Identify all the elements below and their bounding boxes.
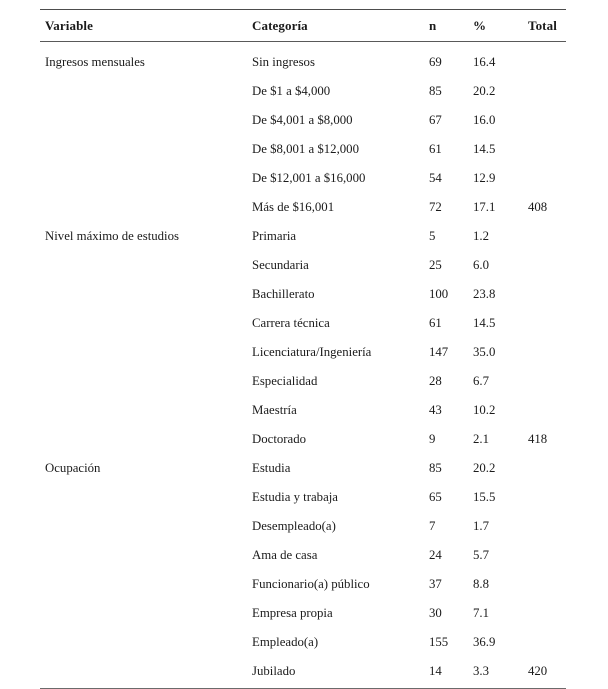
table-row (40, 106, 566, 135)
cell-variable (40, 396, 248, 425)
cell-total (520, 541, 566, 570)
cell-total (520, 309, 566, 338)
cell-total (520, 628, 566, 657)
cell-total (520, 512, 566, 541)
cell-categoria: Funcionario(a) público (252, 577, 370, 591)
cell-percent: 1.2 (473, 229, 489, 243)
cell-total (520, 135, 566, 164)
cell-percent: 16.4 (473, 55, 496, 69)
cell-n: 28 (429, 374, 442, 388)
cell-total (520, 483, 566, 512)
cell-n: 85 (429, 461, 442, 475)
cell-variable (40, 541, 248, 570)
cell-total (520, 42, 566, 78)
cell-percent: 7.1 (473, 606, 489, 620)
cell-total (520, 367, 566, 396)
cell-n: 67 (429, 113, 442, 127)
column-header-percent: % (470, 10, 520, 42)
cell-total (520, 77, 566, 106)
cell-n: 7 (429, 519, 436, 533)
group-label-variable: Ocupación (45, 461, 101, 475)
cell-percent: 1.7 (473, 519, 489, 533)
cell-categoria: Desempleado(a) (252, 519, 336, 533)
cell-categoria: Carrera técnica (252, 316, 330, 330)
table-row (40, 280, 566, 309)
cell-n: 9 (429, 432, 436, 446)
table-header-row (40, 10, 566, 42)
group-label-variable: Nivel máximo de estudios (45, 229, 179, 243)
cell-percent: 16.0 (473, 113, 496, 127)
cell-percent: 8.8 (473, 577, 489, 591)
table-row (40, 222, 566, 251)
cell-total (520, 251, 566, 280)
cell-percent: 12.9 (473, 171, 496, 185)
cell-total: 420 (520, 657, 566, 689)
cell-total (520, 106, 566, 135)
cell-categoria: Estudia y trabaja (252, 490, 338, 504)
cell-total: 418 (528, 432, 548, 446)
table-row (40, 657, 566, 689)
cell-categoria: Empleado(a) (252, 635, 319, 649)
cell-variable (40, 367, 248, 396)
cell-variable (40, 425, 248, 454)
table-row (40, 367, 566, 396)
column-header-variable: Variable (40, 10, 248, 42)
column-header-n: n (427, 10, 470, 42)
cell-categoria: De $4,001 a $8,000 (252, 113, 353, 127)
cell-n: 30 (429, 606, 442, 620)
cell-variable (40, 338, 248, 367)
cell-categoria: Maestría (252, 403, 297, 417)
cell-categoria: Jubilado (248, 657, 427, 689)
cell-total (520, 280, 566, 309)
cell-categoria: De $12,001 a $16,000 (252, 171, 366, 185)
cell-variable (40, 657, 248, 689)
cell-total (520, 570, 566, 599)
cell-variable (40, 77, 248, 106)
cell-percent: 36.9 (473, 635, 496, 649)
column-header-total: Total (520, 10, 566, 42)
cell-percent: 14.5 (473, 316, 496, 330)
cell-percent: 2.1 (473, 432, 489, 446)
cell-total (520, 454, 566, 483)
cell-n: 61 (429, 316, 442, 330)
table-row (40, 164, 566, 193)
cell-n: 100 (429, 287, 449, 301)
cell-variable (40, 164, 248, 193)
table-body (40, 42, 566, 689)
cell-n: 155 (429, 635, 449, 649)
cell-percent: 20.2 (473, 461, 496, 475)
table-row (40, 77, 566, 106)
cell-categoria: Sin ingresos (252, 55, 315, 69)
cell-categoria: Secundaria (252, 258, 309, 272)
cell-n: 37 (429, 577, 442, 591)
table-row (40, 541, 566, 570)
cell-n: 72 (429, 200, 442, 214)
cell-categoria: Ama de casa (252, 548, 318, 562)
cell-total (520, 599, 566, 628)
cell-variable (40, 106, 248, 135)
cell-total (520, 222, 566, 251)
table-row (40, 338, 566, 367)
cell-variable (40, 483, 248, 512)
table-row (40, 628, 566, 657)
cell-n: 69 (429, 55, 442, 69)
cell-n: 85 (429, 84, 442, 98)
cell-total: 408 (528, 200, 548, 214)
table-row (40, 570, 566, 599)
cell-percent: 3.3 (470, 657, 520, 689)
cell-percent: 17.1 (473, 200, 496, 214)
cell-categoria: Estudia (252, 461, 291, 475)
cell-n: 61 (429, 142, 442, 156)
cell-n: 5 (429, 229, 436, 243)
cell-percent: 20.2 (473, 84, 496, 98)
cell-n: 65 (429, 490, 442, 504)
table-row (40, 42, 566, 78)
cell-variable (40, 512, 248, 541)
cell-variable (40, 599, 248, 628)
sociodemographic-variables-table (40, 9, 566, 689)
cell-percent: 5.7 (473, 548, 489, 562)
table-row (40, 454, 566, 483)
table-header (40, 10, 566, 42)
cell-n: 43 (429, 403, 442, 417)
cell-variable (40, 628, 248, 657)
cell-categoria: Más de $16,001 (252, 200, 335, 214)
cell-percent: 6.7 (473, 374, 489, 388)
group-label-variable: Ingresos mensuales (45, 55, 145, 69)
table-row (40, 135, 566, 164)
table-row (40, 251, 566, 280)
cell-categoria: Bachillerato (252, 287, 315, 301)
cell-total (520, 164, 566, 193)
cell-variable (40, 251, 248, 280)
cell-percent: 23.8 (473, 287, 496, 301)
cell-percent: 6.0 (473, 258, 489, 272)
table-row (40, 483, 566, 512)
cell-n: 24 (429, 548, 442, 562)
cell-categoria: De $8,001 a $12,000 (252, 142, 359, 156)
cell-categoria: Licenciatura/Ingeniería (252, 345, 372, 359)
column-header-categoria: Categoría (248, 10, 427, 42)
cell-categoria: Especialidad (252, 374, 318, 388)
cell-n: 14 (427, 657, 470, 689)
cell-categoria: Empresa propia (252, 606, 333, 620)
table-row (40, 599, 566, 628)
cell-categoria: Primaria (252, 229, 297, 243)
cell-percent: 10.2 (473, 403, 496, 417)
cell-categoria: Doctorado (252, 432, 307, 446)
table-row (40, 396, 566, 425)
cell-variable (40, 193, 248, 222)
cell-n: 25 (429, 258, 442, 272)
cell-percent: 35.0 (473, 345, 496, 359)
cell-n: 147 (429, 345, 449, 359)
cell-percent: 15.5 (473, 490, 496, 504)
cell-variable (40, 309, 248, 338)
table-row (40, 309, 566, 338)
cell-categoria: De $1 a $4,000 (252, 84, 331, 98)
cell-percent: 14.5 (473, 142, 496, 156)
table-row (40, 512, 566, 541)
cell-variable (40, 570, 248, 599)
cell-n: 54 (429, 171, 442, 185)
cell-total (520, 338, 566, 367)
table-row (40, 425, 566, 454)
cell-variable (40, 280, 248, 309)
table-row (40, 193, 566, 222)
cell-variable (40, 135, 248, 164)
cell-total (520, 396, 566, 425)
